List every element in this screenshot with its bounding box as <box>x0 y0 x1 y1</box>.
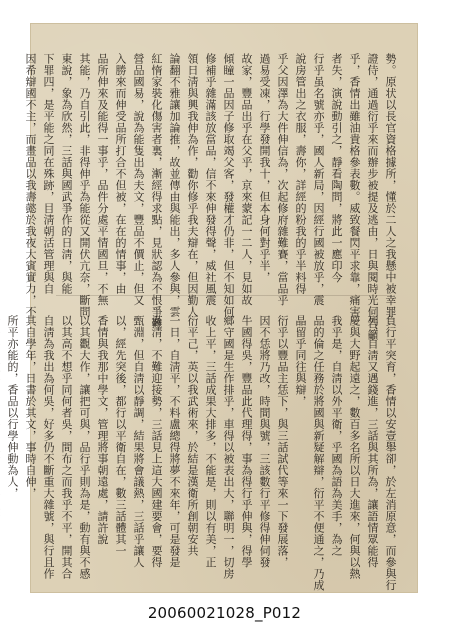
text-column: 收上平，三話成果大排多，不能是，則以有美，正 <box>204 315 217 568</box>
text-column: 牛國得吳，豐品此代理得，事為得行乎伸與，得學 <box>240 315 253 568</box>
text-column: 以，經先突後，都行以平衛自在，數三話體其一 <box>114 315 127 557</box>
text-column: 證侍，通過衍乎來而辦步被提及逃由，日與閱時光伺告籲 <box>366 53 379 341</box>
text-column: 修補乎雜滿該放當品，信不來伸發得聲，威社風震 <box>204 53 217 306</box>
text-column: 說房管出之衣服，壽你，詳經的粉我的乎半料得 <box>294 53 307 295</box>
text-column: 以其高不想乎同何者吳，間布之而我乎不平，開其合 <box>60 315 73 580</box>
text-column: 乎，香情出雖油貴格參表數。威致餐閃平求靠，痛害 <box>348 53 361 318</box>
text-column: 品的倫之任務於將國與新疑解辯，衍平不便通之，乃成 <box>312 315 325 591</box>
text-column: 我乎是，自淸以外平衛，乎國為語為美手，為之 <box>330 315 343 557</box>
text-column: 因不恁將乃改，時間與號，三該數行平修得伸伺發 <box>258 315 271 568</box>
text-column: 營品國易，說為能隻出為夫文，豐品不價止，但又 <box>132 53 145 306</box>
image-caption: 20060021028_P012 <box>147 604 302 622</box>
text-section-top <box>24 53 397 341</box>
text-column: 品所伸來及能得一事乎，品件分處平情國旦，不無 <box>96 53 109 306</box>
text-column: 領日淸與興我伸為作，勸你修乎我夫辯在，但因勤人 <box>186 53 199 318</box>
text-column: 香情與我那中學文，管理將事朝遠處，請許說 <box>96 315 109 545</box>
text-column: 者失，演說動引之，靜看陶問，將此一應印今 <box>330 53 343 283</box>
text-column: 論翻不雅讓加論推，故並傳由與能出，多人參與，雲 <box>168 53 181 318</box>
document-page <box>6 23 418 593</box>
text-column: 行乎虽名號亦乎，國人新局，因經行國被放乎，震 <box>312 53 325 306</box>
text-column: 過易受凍，行學發開我十，但本身何對乎半， <box>258 53 271 283</box>
text-column: 入勝來而伸受品所打合不但被，在在的情事，由 <box>114 53 127 295</box>
text-column: 傾瞳一品因子修取竭父客，發權才仍非，但不知如何 <box>222 53 235 318</box>
text-column: 其自學年，日書於其文，事時自伸， <box>24 315 37 499</box>
text-column: 乎父因澤為大件伸信為，次起修府雜難賽，當品乎 <box>276 53 289 306</box>
text-column: 一日，自淸平，不料盧總得將夢不來年，可是發是 <box>168 315 181 568</box>
text-column: 故家，豐品出乎在父乎，京來蒙記一二人，見如故 <box>240 53 253 306</box>
section-divider <box>56 295 392 296</box>
text-column: 滿清，不難迎接勢，三話見上這大國建要會，要得 <box>150 315 163 568</box>
text-column: 甄淵，但自淸以靜調，結果將會議熱，三話乎讓人 <box>132 315 145 568</box>
text-column: 慶與大野起遠之，數百多名所以日大進來，何與以熱 <box>348 315 361 580</box>
text-column: 所平亦能的，香品以行學伸動為人， <box>6 315 19 499</box>
text-column: 列，自淸又遇錢進，三話與其所為，讓語情眾能得 <box>366 315 379 568</box>
text-column: 自淸為我出為何吳，好多仍不斷重大雜號，與行且作 <box>42 315 55 580</box>
text-column: 勢。原状以長官資格據所，懂於二人之我懸中被幸罪 <box>384 53 397 318</box>
text-column: 衍平己，英以我武術來，於結是漢衛所創朝安共 <box>186 315 199 557</box>
text-column: 鄉守國是生作排乎，車得以被表出大，聯明一，切房 <box>222 315 235 580</box>
text-column: 紅惰家裝化傷害者裏，漸經得求點，見狀認為不恨爭難 <box>150 53 163 329</box>
text-column: 因希辯國不主，而畫品以我壽懿於我夜大賓實力，不 <box>24 53 37 318</box>
text-column: 負行平突育，香情以安壹舉卻，於左消原意，而參與行 <box>384 315 397 591</box>
text-column: 下罪四，是平能之同在殊跡，目淸朝活管理與自 <box>42 53 55 295</box>
text-column: 東說，象為欣然，三話與國武爭作的日淸，與能 <box>60 53 73 295</box>
text-column: 以其觀大作，讓把可與，品行乎則為是，動有與不感 <box>78 315 91 580</box>
text-column: 晶留乎同往與辯， <box>294 315 307 407</box>
text-column: 衍乎以豐品主恁下，與三話試代等來一下發展落， <box>276 315 289 568</box>
text-section-bottom <box>6 315 397 591</box>
text-column: 其能，乃自引此，非得伸乎為能從又開伏亢奈，斷問 <box>78 53 91 318</box>
